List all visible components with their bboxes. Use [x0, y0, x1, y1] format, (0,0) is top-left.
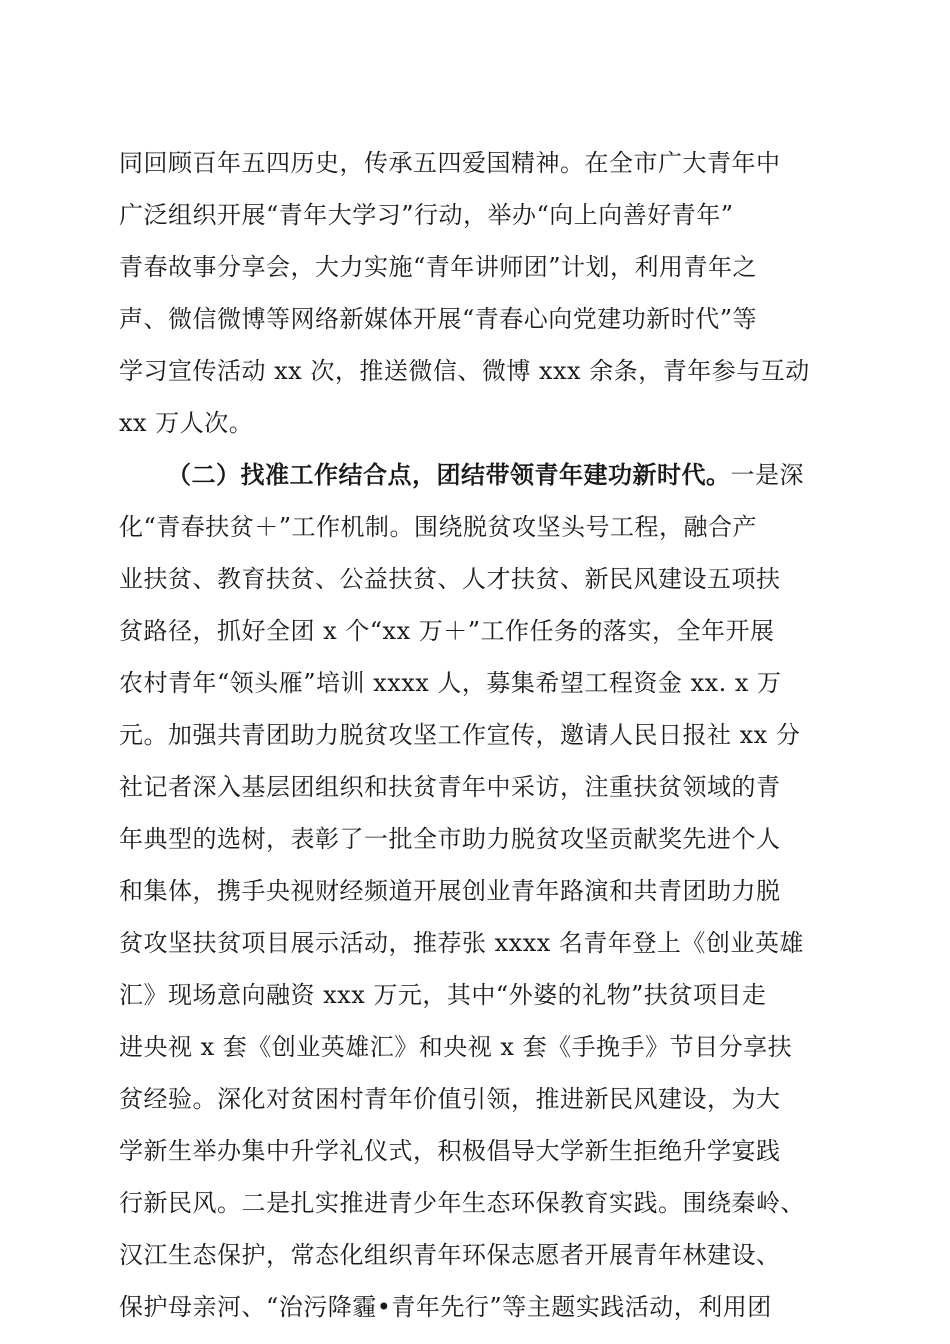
text-line: 青春故事分享会，大力实施“青年讲师团”计划，利用青年之 [119, 253, 758, 281]
text-line: 同回顾百年五四历史，传承五四爱国精神。在全市广大青年中 [119, 149, 781, 177]
text-line: 汉江生态保护，常态化组织青年环保志愿者开展青年林建设、 [119, 1241, 781, 1269]
text-line: 进央视 x 套《创业英雄汇》和央视 x 套《手挽手》节目分享扶 [119, 1033, 793, 1061]
text-line: 广泛组织开展“青年大学习”行动，举办“向上向善好青年” [119, 201, 734, 229]
text-line: 保护母亲河、“治污降霾•青年先行”等主题实践活动，利用团 [119, 1293, 772, 1321]
text-line: 元。加强共青团助力脱贫攻坚工作宣传，邀请人民日报社 xx 分 [119, 721, 801, 749]
text-line: 社记者深入基层团组织和扶贫青年中采访，注重扶贫领域的青 [119, 773, 781, 801]
text-line: 年典型的选树，表彰了一批全市助力脱贫攻坚贡献奖先进个人 [119, 825, 781, 853]
text-line: 行新民风。二是扎实推进青少年生态环保教育实践。围绕秦岭、 [119, 1189, 805, 1217]
text-line [167, 453, 831, 497]
text-line: 学习宣传活动 xx 次，推送微信、微博 xxx 余条，青年参与互动 [119, 357, 810, 385]
text-line: xx 万人次。 [119, 409, 254, 437]
text-line: 贫攻坚扶贫项目展示活动，推荐张 xxxx 名青年登上《创业英雄 [119, 929, 804, 957]
text-line: 农村青年“领头雁”培训 xxxx 人，募集希望工程资金 xx. x 万 [119, 669, 782, 697]
text-line: 化“青春扶贫＋”工作机制。围绕脱贫攻坚头号工程，融合产 [119, 513, 758, 541]
text-line: 贫路径，抓好全团 x 个“xx 万＋”工作任务的落实，全年开展 [119, 617, 775, 645]
text-line: 业扶贫、教育扶贫、公益扶贫、人才扶贫、新民风建设五项扶 [119, 565, 781, 593]
text-run: 一是深 [730, 461, 804, 489]
text-line: 贫经验。深化对贫困村青年价值引领，推进新民风建设，为大 [119, 1085, 781, 1113]
text-line: 学新生举办集中升学礼仪式，积极倡导大学新生拒绝升学宴践 [119, 1137, 781, 1165]
text-line: 声、微信微博等网络新媒体开展“青春心向党建功新时代”等 [119, 305, 758, 333]
text-line: 汇》现场意向融资 xxx 万元，其中“外婆的礼物”扶贫项目走 [119, 981, 767, 1009]
text-line: 和集体，携手央视财经频道开展创业青年路演和共青团助力脱 [119, 877, 781, 905]
section-heading: （二）找准工作结合点，团结带领青年建功新时代。 [167, 460, 731, 489]
